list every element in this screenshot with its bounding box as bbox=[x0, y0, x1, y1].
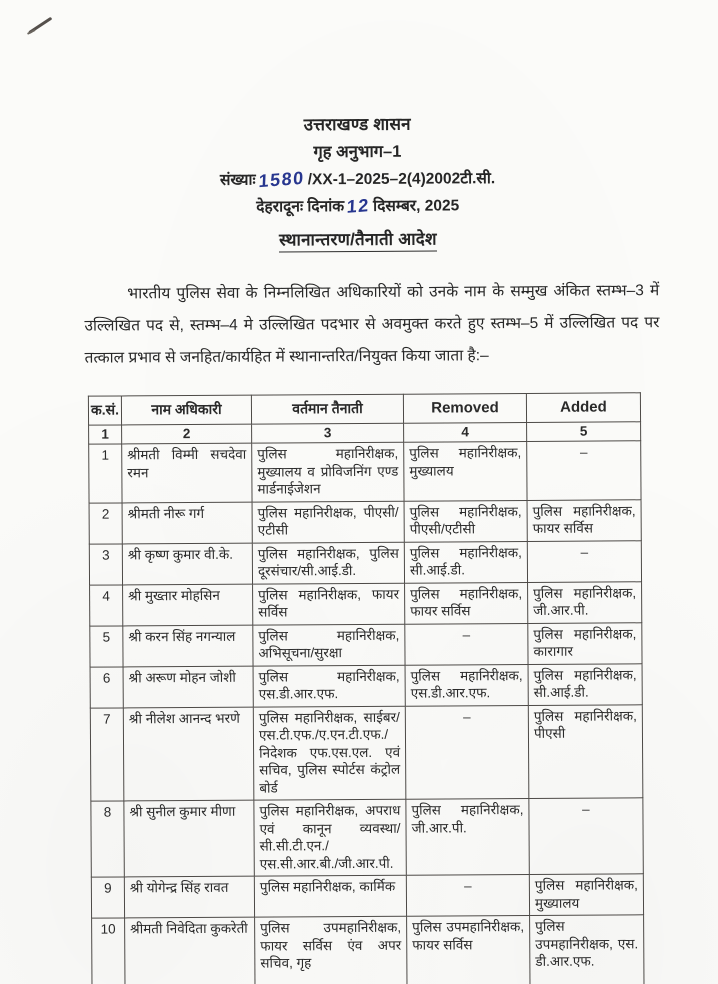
serial-cell: 1 bbox=[89, 444, 122, 503]
current-posting-cell: पुलिस महानिरीक्षक, साईबर/एस.टी.एफ./ए.एन.टी.एफ./निदेशक एफ.एस.एल. एवं सचिव, पुलिस स्पोर्टस कंट्रोल बोर्ड bbox=[253, 706, 406, 800]
current-posting-cell: पुलिस महानिरीक्षक, अपराध एवं कानून व्यवस्था/सी.सी.टी.एन./एस.सी.आर.बी./जी.आर.पी. bbox=[254, 799, 406, 876]
order-number-rest: /XX-1–2025–2(4)2002टी.सी. bbox=[307, 170, 496, 189]
place-date-prefix: देहरादूनः दिनांक bbox=[256, 198, 345, 216]
col-number: 1 bbox=[89, 425, 122, 444]
table-row bbox=[92, 915, 644, 984]
officer-name-cell: श्री योगेन्द्र सिंह रावत bbox=[124, 876, 254, 918]
removed-cell: पुलिस महानिरीक्षक, एस.डी.आर.एफ. bbox=[405, 664, 528, 706]
officer-name-cell: श्री कृष्ण कुमार वी.के. bbox=[122, 543, 252, 585]
current-posting-cell: पुलिस महानिरीक्षक, अभिसूचना/सुरक्षा bbox=[253, 624, 405, 666]
current-posting-cell: पुलिस महानिरीक्षक, फायर सर्विस bbox=[253, 583, 405, 625]
removed-cell: पुलिस महानिरीक्षक, मुख्यालय bbox=[404, 441, 527, 500]
officer-name-cell: श्रीमती निवेदिता कुकरेती bbox=[125, 917, 255, 984]
serial-cell: 8 bbox=[91, 801, 124, 877]
current-posting-cell: पुलिस महानिरीक्षक, एस.डी.आर.एफ. bbox=[253, 665, 405, 707]
serial-cell: 7 bbox=[90, 707, 124, 801]
header-name: नाम अधिकारी bbox=[121, 395, 251, 425]
header-current: वर्तमान तैनाती bbox=[251, 394, 403, 424]
current-posting-cell: पुलिस उपमहानिरीक्षक, फायर सर्विस एंव अपर सचिव, गृह bbox=[255, 916, 407, 984]
officer-name-cell: श्री नीलेश आनन्द भरणे bbox=[123, 707, 254, 801]
serial-cell: 3 bbox=[89, 543, 122, 584]
serial-cell: 10 bbox=[92, 918, 125, 984]
order-title: स्थानान्तरण/तैनाती आदेश bbox=[0, 225, 717, 254]
current-posting-cell: पुलिस महानिरीक्षक, मुख्यालय व प्रोविजनिंग एण्ड मार्डनाईजेशन bbox=[252, 442, 404, 501]
removed-cell: पुलिस महानिरीक्षक, पीएसी/एटीसी bbox=[404, 500, 527, 542]
table-row bbox=[91, 798, 643, 877]
added-cell: – bbox=[529, 798, 643, 875]
table-header-row bbox=[88, 393, 640, 425]
order-number-line bbox=[0, 165, 717, 191]
added-cell: पुलिस महानिरीक्षक, मुख्यालय bbox=[529, 874, 643, 916]
serial-cell: 9 bbox=[91, 877, 124, 918]
added-cell: पुलिस महानिरीक्षक, फायर सर्विस bbox=[527, 499, 641, 541]
added-cell: पुलिस महानिरीक्षक, जी.आर.पी. bbox=[528, 581, 642, 623]
added-cell: पुलिस महानिरीक्षक, कारागार bbox=[528, 622, 642, 664]
serial-cell: 2 bbox=[89, 502, 122, 543]
current-posting-cell: पुलिस महानिरीक्षक, पीएसी/एटीसी bbox=[252, 501, 404, 543]
added-cell: पुलिस उपमहानिरीक्षक, एस. डी.आर.एफ. bbox=[530, 915, 644, 984]
col-number: 2 bbox=[122, 424, 252, 444]
officer-name-cell: श्री करन सिंह नगन्याल bbox=[123, 625, 253, 667]
current-posting-cell: पुलिस महानिरीक्षक, कार्मिक bbox=[254, 875, 406, 917]
removed-cell: – bbox=[405, 623, 528, 665]
handwritten-date: 12 bbox=[346, 195, 371, 217]
order-number-label: संख्याः bbox=[219, 171, 256, 189]
serial-cell: 4 bbox=[90, 584, 123, 625]
department-section: गृह अनुभाग–1 bbox=[313, 142, 402, 162]
removed-cell: पुलिस महानिरीक्षक, सी.आई.डी. bbox=[404, 541, 527, 583]
removed-cell: पुलिस महानिरीक्षक, जी.आर.पी. bbox=[406, 798, 529, 875]
current-posting-cell: पुलिस महानिरीक्षक, पुलिस दूरसंचार/सी.आई.डी. bbox=[252, 542, 404, 584]
removed-cell: – bbox=[405, 705, 529, 799]
table-row bbox=[90, 663, 642, 707]
removed-cell: पुलिस महानिरीक्षक, फायर सर्विस bbox=[405, 582, 528, 624]
pen-stroke-mark bbox=[28, 17, 52, 34]
header-added: Added bbox=[526, 393, 640, 423]
col-number: 5 bbox=[527, 422, 641, 442]
header-removed: Removed bbox=[403, 393, 526, 423]
handwritten-order-number: 1580 bbox=[258, 167, 306, 192]
date-rest: दिसम्बर, 2025 bbox=[373, 197, 460, 215]
added-cell: पुलिस महानिरीक्षक, सी.आई.डी. bbox=[528, 663, 642, 705]
intro-paragraph: भारतीय पुलिस सेवा के निम्नलिखित अधिकारियों को उनके नाम के सम्मुख अंकित स्तम्भ–3 में उल्लिखित पद से, स्तम्भ–4 मे उल्लिखित पदभार से अवमुक्त करते हुए स्तम्भ–5 में उल्लिखित पद पर तत्काल प्रभाव से जनहित/कार्यहित में स्थानान्तरित/नियुक्त किया जाता है:– bbox=[84, 282, 660, 367]
transfer-posting-table bbox=[88, 392, 645, 984]
serial-cell: 6 bbox=[90, 666, 123, 707]
officer-name-cell: श्री अरूण मोहन जोशी bbox=[123, 666, 253, 708]
table-row bbox=[89, 540, 641, 584]
table-row bbox=[89, 499, 641, 543]
table-row bbox=[90, 581, 642, 625]
col-number: 3 bbox=[252, 423, 404, 443]
table-row bbox=[90, 704, 643, 801]
added-cell: – bbox=[527, 540, 641, 582]
officer-name-cell: श्री मुख्तार मोहसिन bbox=[123, 584, 253, 626]
document-header bbox=[0, 110, 717, 254]
table-row bbox=[89, 441, 641, 503]
serial-cell: 5 bbox=[90, 625, 123, 666]
place-date-line bbox=[0, 192, 717, 218]
removed-cell: – bbox=[406, 874, 529, 916]
table-row bbox=[90, 622, 642, 666]
header-serial: क.सं. bbox=[88, 396, 121, 425]
table-row bbox=[91, 874, 643, 918]
col-number: 4 bbox=[404, 422, 527, 442]
officer-name-cell: श्रीमती विम्मी सचदेवा रमन bbox=[122, 443, 252, 502]
officer-name-cell: श्री सुनील कुमार मीणा bbox=[124, 800, 254, 877]
added-cell: पुलिस महानिरीक्षक, पीएसी bbox=[528, 704, 643, 798]
officer-name-cell: श्रीमती नीरू गर्ग bbox=[122, 502, 252, 544]
removed-cell: पुलिस उपमहानिरीक्षक, फायर सर्विस bbox=[407, 915, 530, 984]
added-cell: – bbox=[527, 441, 641, 500]
government-name: उत्तराखण्ड शासन bbox=[303, 114, 411, 135]
